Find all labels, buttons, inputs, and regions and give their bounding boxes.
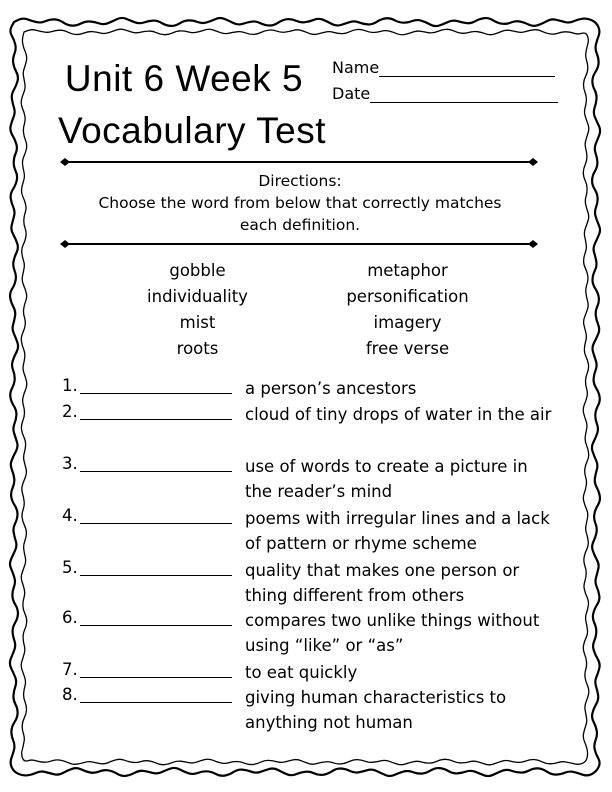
question-definition: poems with irregular lines and a lack of pattern or rhyme scheme bbox=[245, 509, 550, 553]
date-field[interactable] bbox=[332, 84, 558, 103]
question-number: 2. bbox=[62, 402, 78, 421]
word-bank-left bbox=[120, 258, 275, 362]
test-title-unit: Unit 6 Week 5 bbox=[64, 58, 304, 99]
answer-blank[interactable] bbox=[80, 471, 232, 472]
divider-top bbox=[60, 157, 538, 167]
word-bank-item: individuality bbox=[147, 287, 248, 306]
name-line[interactable] bbox=[379, 60, 555, 77]
answer-blank[interactable] bbox=[80, 419, 232, 420]
question-definition: a person’s ancestors bbox=[245, 379, 417, 398]
question-definition: use of words to create a picture in the reader’s mind bbox=[245, 457, 528, 501]
test-title-vocabulary: Vocabulary Test bbox=[57, 110, 327, 151]
question-number: 4. bbox=[62, 506, 78, 525]
word-bank-right bbox=[325, 258, 490, 362]
divider-bottom bbox=[60, 239, 538, 249]
word-bank-item: free verse bbox=[365, 339, 450, 358]
answer-blank[interactable] bbox=[80, 677, 232, 678]
word-bank-item: imagery bbox=[373, 313, 442, 332]
answer-blank[interactable] bbox=[80, 393, 232, 394]
question-number: 5. bbox=[62, 558, 78, 577]
question-definition: quality that makes one person or thing different from others bbox=[245, 561, 520, 605]
answer-blank[interactable] bbox=[80, 702, 232, 703]
word-bank-item: gobble bbox=[169, 261, 226, 280]
directions bbox=[80, 170, 520, 236]
date-label: Date bbox=[332, 84, 371, 103]
directions-text: Choose the word from below that correctly matches each definition. bbox=[98, 194, 502, 234]
name-label: Name bbox=[332, 58, 380, 77]
question-definition: compares two unlike things without using “like” or “as” bbox=[245, 611, 540, 655]
question-number: 3. bbox=[62, 454, 78, 473]
question-number: 1. bbox=[62, 376, 78, 395]
date-line[interactable] bbox=[370, 86, 558, 103]
question-number: 6. bbox=[62, 608, 78, 627]
question-definition: giving human characteristics to anything not human bbox=[245, 688, 507, 732]
question-definition: cloud of tiny drops of water in the air bbox=[245, 405, 552, 424]
answer-blank[interactable] bbox=[80, 523, 232, 524]
answer-blank[interactable] bbox=[80, 575, 232, 576]
name-field[interactable] bbox=[332, 58, 555, 77]
question-definition: to eat quickly bbox=[245, 663, 358, 682]
question-number: 8. bbox=[62, 685, 78, 704]
word-bank-item: roots bbox=[176, 339, 219, 358]
answer-blank[interactable] bbox=[80, 625, 232, 626]
word-bank-item: personification bbox=[346, 287, 469, 306]
directions-heading: Directions: bbox=[258, 172, 342, 190]
word-bank-item: mist bbox=[179, 313, 216, 332]
question-number: 7. bbox=[62, 660, 78, 679]
word-bank-item: metaphor bbox=[367, 261, 448, 280]
